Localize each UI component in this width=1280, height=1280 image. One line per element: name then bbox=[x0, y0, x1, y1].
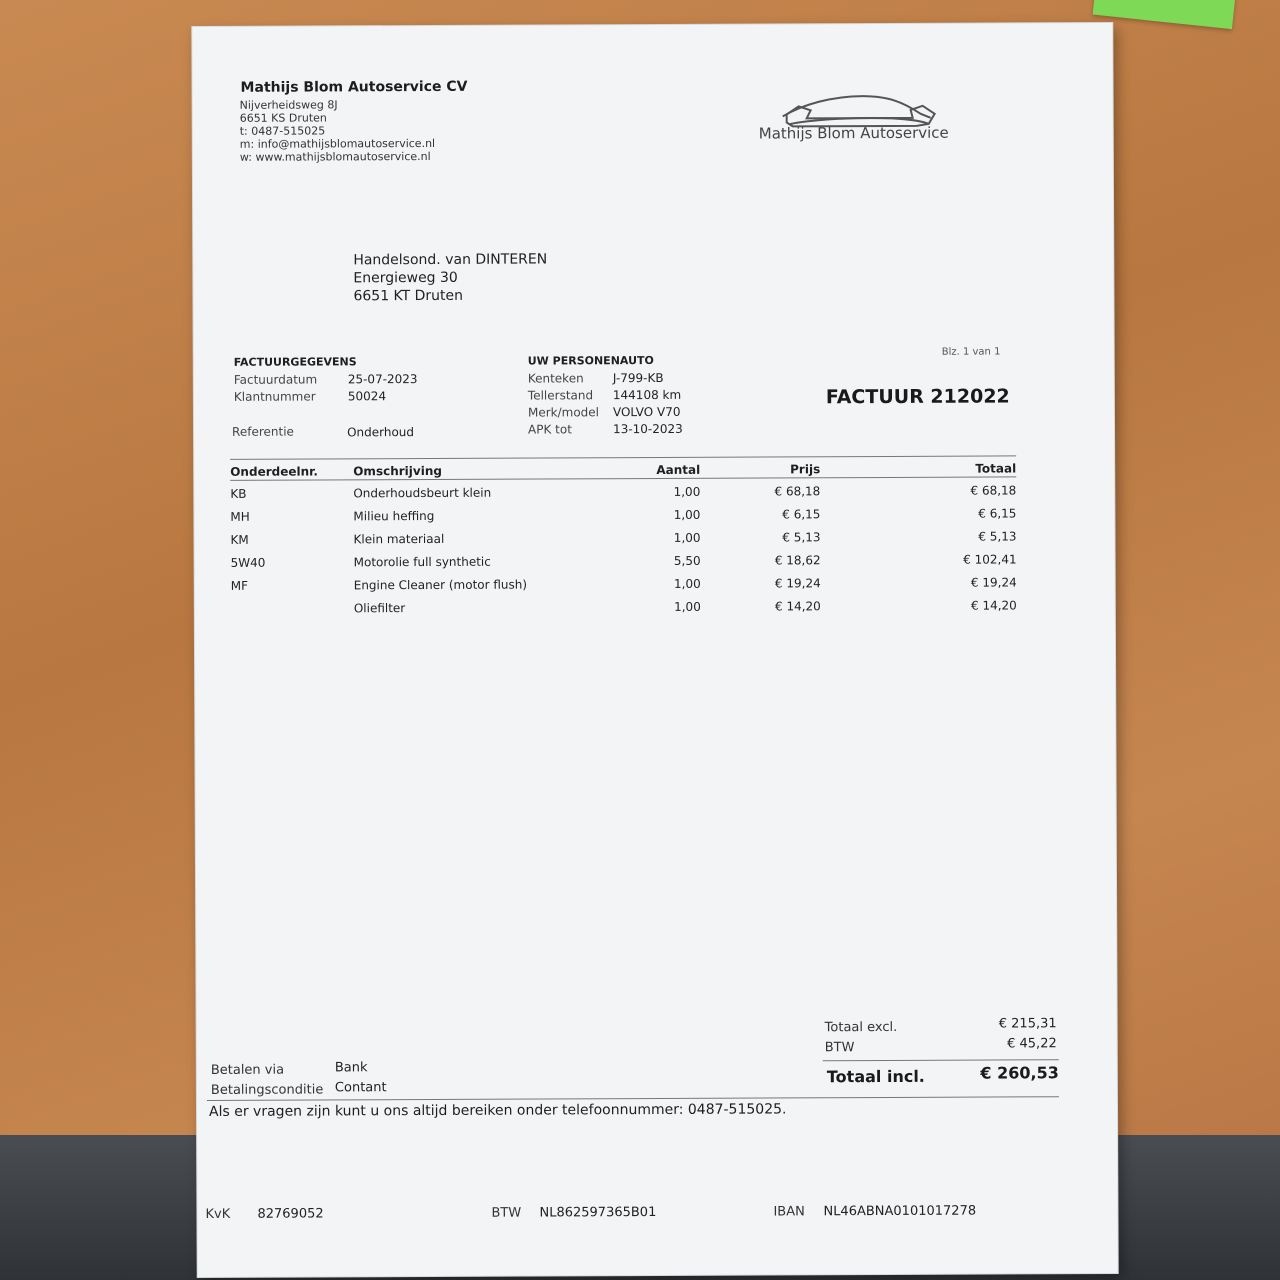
row-total: € 102,41 bbox=[963, 552, 1017, 567]
recipient-city: 6651 KT Druten bbox=[353, 287, 464, 305]
row-total: € 5,13 bbox=[978, 529, 1017, 544]
reference-value: Onderhoud bbox=[347, 425, 415, 440]
btw-total-value: € 45,22 bbox=[1007, 1036, 1057, 1052]
row-part-number: MF bbox=[230, 578, 249, 593]
col-header-price: Prijs bbox=[790, 462, 821, 477]
row-description: Klein materiaal bbox=[353, 531, 445, 547]
row-part-number: MH bbox=[230, 509, 250, 524]
invoice-date-value: 25-07-2023 bbox=[347, 372, 418, 387]
row-quantity: 1,00 bbox=[673, 507, 701, 522]
make-model-value: VOLVO V70 bbox=[612, 404, 681, 420]
row-price: € 68,18 bbox=[774, 484, 821, 499]
company-website: w: www.mathijsblomautoservice.nl bbox=[239, 149, 431, 164]
invoice-info-title: FACTUURGEGEVENS bbox=[233, 355, 357, 369]
row-part-number: KB bbox=[230, 486, 247, 501]
company-email: m: info@mathijsblomautoservice.nl bbox=[239, 136, 436, 151]
row-price: € 6,15 bbox=[782, 507, 821, 522]
contact-note: Als er vragen zijn kunt u ons altijd bereiken onder telefoonnummer: 0487-515025. bbox=[208, 1101, 787, 1120]
apk-label: APK tot bbox=[528, 422, 572, 437]
row-description: Engine Cleaner (motor flush) bbox=[353, 577, 528, 593]
row-price: € 18,62 bbox=[774, 553, 821, 568]
total-incl-value: € 260,53 bbox=[980, 1063, 1059, 1083]
apk-value: 13-10-2023 bbox=[613, 421, 683, 437]
col-header-total: Totaal bbox=[975, 461, 1017, 476]
payment-via-value: Bank bbox=[334, 1060, 368, 1076]
row-quantity: 1,00 bbox=[673, 484, 701, 499]
btw-number-label: BTW bbox=[491, 1205, 522, 1221]
footer-rule bbox=[207, 1096, 1059, 1101]
make-model-label: Merk/model bbox=[527, 405, 600, 420]
col-header-quantity: Aantal bbox=[656, 462, 701, 477]
reference-label: Referentie bbox=[232, 424, 294, 439]
company-address-city: 6651 KS Druten bbox=[239, 111, 327, 125]
odometer-label: Tellerstand bbox=[527, 388, 594, 403]
company-address-street: Nijverheidsweg 8J bbox=[239, 98, 338, 112]
row-total: € 19,24 bbox=[970, 575, 1017, 590]
row-quantity: 1,00 bbox=[673, 576, 701, 591]
row-part-number: 5W40 bbox=[230, 555, 266, 570]
license-plate-value: J-799-KB bbox=[612, 370, 664, 386]
table-top-rule bbox=[230, 455, 1016, 459]
recipient-name: Handelsond. van DINTEREN bbox=[353, 251, 548, 269]
recipient-street: Energieweg 30 bbox=[353, 269, 458, 287]
total-incl-label: Totaal incl. bbox=[826, 1066, 925, 1087]
row-description: Oliefilter bbox=[353, 601, 406, 616]
btw-total-label: BTW bbox=[824, 1040, 855, 1056]
col-header-part-number: Onderdeelnr. bbox=[230, 464, 318, 479]
car-info-title: UW PERSONENAUTO bbox=[527, 354, 654, 368]
row-price: € 14,20 bbox=[774, 599, 821, 614]
payment-condition-label: Betalingsconditie bbox=[210, 1082, 324, 1098]
row-total: € 68,18 bbox=[970, 483, 1017, 498]
table-header-rule bbox=[230, 476, 1016, 480]
odometer-value: 144108 km bbox=[612, 387, 682, 403]
col-header-description: Omschrijving bbox=[353, 463, 442, 479]
btw-number-value: NL862597365B01 bbox=[539, 1204, 657, 1221]
row-total: € 6,15 bbox=[978, 506, 1017, 521]
payment-via-label: Betalen via bbox=[210, 1062, 285, 1078]
kvk-value: 82769052 bbox=[257, 1206, 324, 1222]
logo-text: Mathijs Blom Autoservice bbox=[758, 123, 949, 143]
total-excl-label: Totaal excl. bbox=[824, 1019, 898, 1036]
page-number: Blz. 1 van 1 bbox=[941, 346, 1001, 358]
invoice-title: FACTUUR 212022 bbox=[825, 385, 1010, 409]
payment-condition-value: Contant bbox=[334, 1080, 387, 1096]
kvk-label: KvK bbox=[205, 1206, 231, 1222]
invoice-paper bbox=[192, 23, 1117, 1277]
row-quantity: 5,50 bbox=[673, 553, 701, 568]
row-description: Onderhoudsbeurt klein bbox=[353, 485, 492, 501]
customer-number-value: 50024 bbox=[347, 389, 387, 404]
iban-label: IBAN bbox=[773, 1204, 805, 1220]
row-price: € 19,24 bbox=[774, 576, 821, 591]
row-part-number: KM bbox=[230, 532, 249, 547]
customer-number-label: Klantnummer bbox=[233, 389, 316, 404]
row-price: € 5,13 bbox=[782, 530, 821, 545]
iban-value: NL46ABNA0101017278 bbox=[823, 1203, 977, 1220]
row-description: Milieu heffing bbox=[353, 508, 435, 524]
row-description: Motorolie full synthetic bbox=[353, 554, 491, 570]
total-excl-value: € 215,31 bbox=[998, 1016, 1057, 1032]
invoice-date-label: Factuurdatum bbox=[233, 372, 318, 387]
row-quantity: 1,00 bbox=[674, 599, 701, 614]
row-quantity: 1,00 bbox=[673, 530, 701, 545]
license-plate-label: Kenteken bbox=[527, 371, 584, 386]
totals-rule bbox=[823, 1059, 1059, 1061]
company-name: Mathijs Blom Autoservice CV bbox=[240, 78, 468, 96]
sticky-note bbox=[1093, 0, 1238, 29]
company-phone: t: 0487-515025 bbox=[239, 124, 326, 138]
row-total: € 14,20 bbox=[970, 598, 1017, 613]
